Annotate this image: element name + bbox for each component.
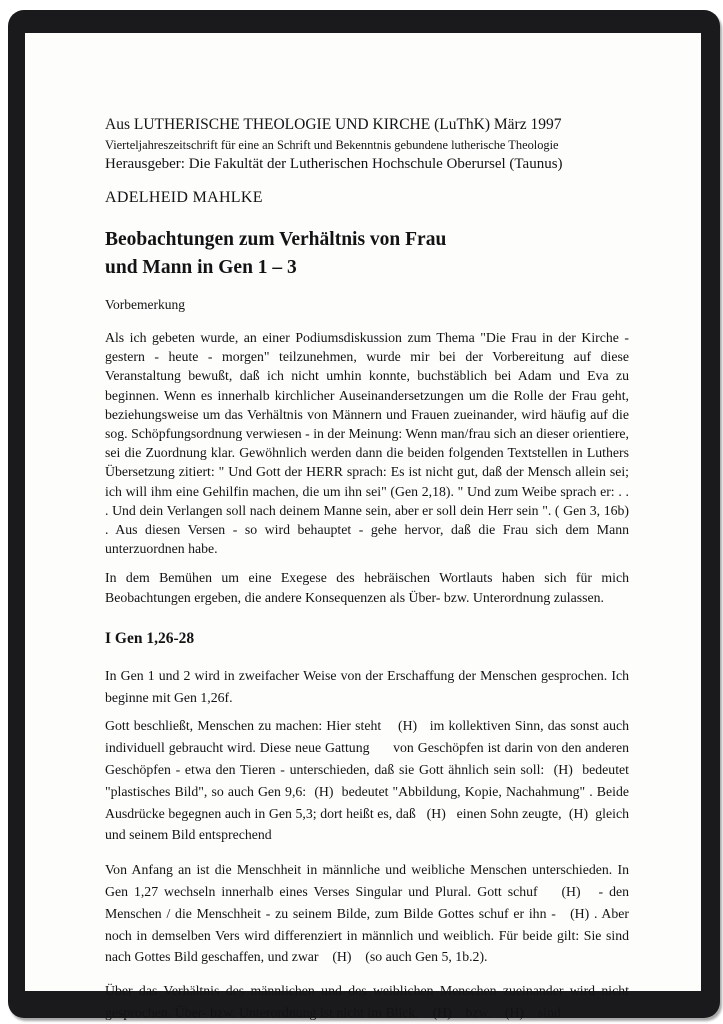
- section1-paragraph-2: Gott beschließt, Menschen zu machen: Hier steht (H) im kollektiven Sinn, das sonst auch individuell gebraucht wird. Diese neue Gattung von Geschöpfen ist darin von den anderen Geschöpfen - etwa den Tieren - unterschieden, daß sie Gott ähnlich sein soll: (H) bedeutet "plastisches Bild", so auch Gen 9,6: (H) bedeutet "Abbildung, Kopie, Nachahmung" . Beide Ausdrücke begegnen auch in Gen 5,3; dort heißt es, daß (H) einen Sohn zeugte, (H) gleich und seinem Bild entsprechend: [105, 718, 629, 843]
- vorbemerkung-paragraph-1: Als ich gebeten wurde, an einer Podiumsdiskussion zum Thema "Die Frau in der Kirche - gestern - heute - morgen" teilzunehmen, wurde mir bei der Vorbereitung auf diese Veranstaltung bewußt, daß ich nicht umhin konnte, buchstäblich bei Adam und Eva zu beginnen. Wenn es innerhalb kirchlicher Auseinandersetzungen um die Rolle der Frau geht, beziehungsweise um das Verhältnis von Männern und Frauen zueinander, wird häufig auf die sog. Schöpfungsordnung verwiesen - in der Meinung: Wenn man/frau sich an dieser orientiere, sei die Zuordnung klar. Gewöhnlich werden dann die beiden folgenden Textstellen in Luthers Übersetzung zitiert: " Und Gott der HERR sprach: Es ist nicht gut, daß der Mensch allein sei; ich will ihm eine Gehilfin machen, die um ihn sei" (Gen 2,18). " Und zum Weibe sprach er: . . . Und dein Verlangen soll nach deinem Manne sein, aber er soll dein Herr sein ". ( Gen 3, 16b) . Aus diesen Versen - so wird behauptet - gehe hervor, daß die Frau sich dem Mann unterzuordnen habe.: [105, 330, 629, 557]
- page-content: [105, 115, 629, 1024]
- article-title-line1: Beobachtungen zum Verhältnis von Frau: [105, 229, 447, 250]
- section1-paragraph-4: Über das Verhältnis des männlichen und des weiblichen Menschen zueinander wird nicht gesprochen. Über- bzw. Unterordnung ist nicht im Blick. (H) bzw. (H) sind: [105, 983, 629, 1020]
- journal-source-line: Aus LUTHERISCHE THEOLOGIE UND KIRCHE (LuThK) März 1997: [105, 116, 562, 133]
- section1-heading: I Gen 1,26-28: [105, 629, 195, 647]
- journal-publisher-line: Herausgeber: Die Fakultät der Lutherischen Hochschule Oberursel (Taunus): [105, 156, 563, 172]
- section1-paragraph-1: In Gen 1 und 2 wird in zweifacher Weise von der Erschaffung der Menschen gesprochen. Ich beginne mit Gen 1,26f.: [105, 667, 629, 705]
- author-name: ADELHEID MAHLKE: [105, 189, 263, 206]
- article-title: [105, 226, 629, 281]
- section1-paragraph-3: Von Anfang an ist die Menschheit in männliche und weibliche Menschen unterschieden. In Gen 1,27 wechseln innerhalb eines Verses Singular und Plural. Gott schuf (H) - den Menschen / die Menschheit - zu seinem Bilde, zum Bilde Gottes schuf er ihn - (H) . Aber noch in demselben Vers wird differenziert in männlich und weiblich. Für beide gilt: Sie sind nach Gottes Bild geschaffen, und zwar (H) (so auch Gen 5, 1b.2).: [105, 862, 629, 965]
- article-title-line2: und Mann in Gen 1 – 3: [105, 256, 297, 278]
- document-page: [25, 33, 701, 1020]
- vorbemerkung-heading: Vorbemerkung: [105, 297, 185, 312]
- scan-black-backing: [8, 10, 720, 1018]
- vorbemerkung-paragraph-2: In dem Bemühen um eine Exegese des hebräischen Wortlauts haben sich für mich Beobachtungen ergeben, die andere Konsequenzen als Über- bzw. Unterordnung zulassen.: [105, 570, 629, 605]
- journal-subtitle-line: Vierteljahreszeitschrift für eine an Schrift und Bekenntnis gebundene lutherische Theologie: [105, 138, 559, 152]
